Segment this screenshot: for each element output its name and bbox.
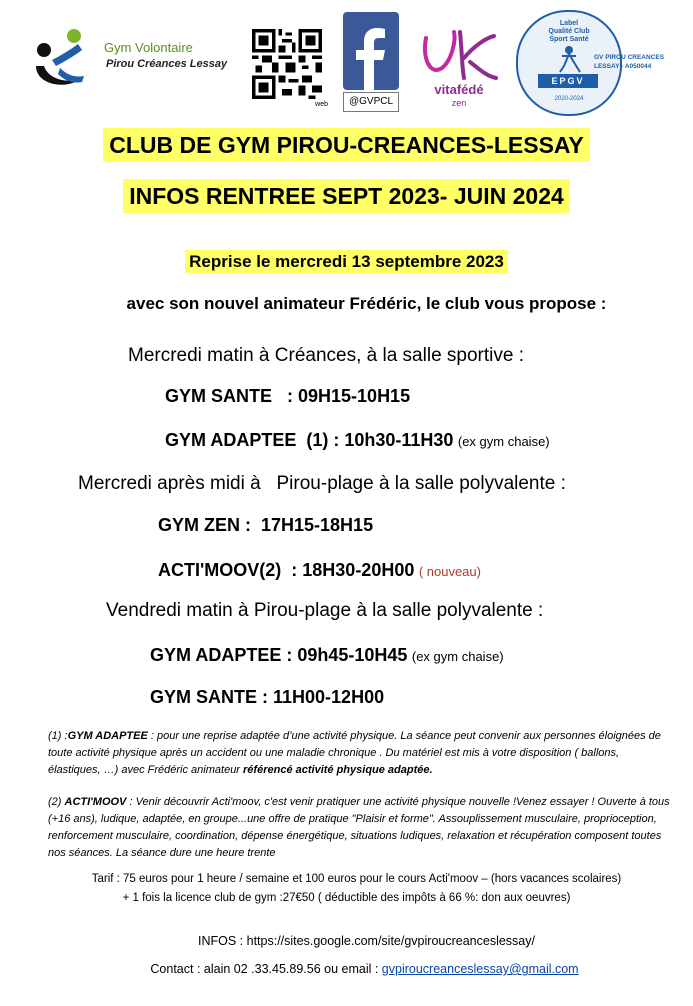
tarif-line1: Tarif : 75 euros pour 1 heure / semaine et 100 euros pour le cours Acti'moov – (hors vacances scolaires) — [91, 873, 622, 885]
qr-code-icon — [252, 29, 322, 99]
footnote-2-prefix: (2) — [48, 796, 65, 808]
footnote-1 — [48, 728, 668, 779]
footnote-2-text: : Venir découvrir Acti'moov, c'est venir pratiquer une activité physique nouvelle !Venez essayer ! Ouverte à tous (+16 ans), ludique, adaptée, en groupe...une offre de pratique "Plaisir et forme". Assouplissement musculaire, proprioception, renforcement musculaire, coordination, dépense énergétique, situations ludiques, relaxation et récupération composent toutes nos séances. La séance dure une heure trente — [48, 796, 670, 859]
infos-url[interactable]: INFOS : https://sites.google.com/site/gvpiroucreanceslessay/ — [198, 934, 535, 948]
vendredi-matin-heading: Vendredi matin à Pirou-plage à la salle polyvalente : — [106, 600, 544, 621]
gym-adaptee-2-note: (ex gym chaise) — [411, 649, 504, 664]
tarif-line2: + 1 fois la licence club de gym :27€50 ( déductible des impôts à 66 %: don aux oeuvres) — [122, 892, 571, 904]
label-top1: Label — [559, 20, 579, 27]
gym-adaptee-2: GYM ADAPTEE : 09h45-10H45 — [150, 645, 408, 665]
vitafede-name: vitafédé — [434, 82, 484, 97]
footnote-2-term: ACTI'MOOV — [64, 796, 127, 808]
reprise-date: Reprise le mercredi 13 septembre 2023 — [185, 250, 508, 273]
facebook-logo[interactable] — [343, 12, 399, 112]
actimoov-note: ( nouveau) — [418, 564, 481, 579]
mercredi-apm-heading: Mercredi après midi à Pirou-plage à la salle polyvalente : — [78, 473, 566, 494]
title-block — [0, 132, 693, 159]
footnote-1-prefix: (1) : — [48, 730, 68, 742]
vitafede-logo — [414, 28, 504, 112]
title-line2: INFOS RENTREE SEPT 2023- JUIN 2024 — [123, 179, 570, 213]
gym-logo-name: Gym Volontaire — [104, 40, 193, 55]
reprise-row — [0, 252, 693, 272]
label-top2: Qualité Club — [548, 28, 590, 35]
gym-sante-1: GYM SANTE : 09H15-10H15 — [165, 386, 411, 406]
label-qualite-club — [516, 10, 676, 114]
label-side1: GV PIROU CREANCES — [594, 54, 665, 61]
qr-code[interactable] — [252, 29, 328, 108]
gym-figure-icon — [30, 26, 100, 92]
contact-row — [0, 962, 693, 976]
label-center: EPGV — [538, 74, 598, 88]
label-side2: LESSAY - A050044 — [594, 63, 652, 70]
footnote-1-term: GYM ADAPTEE — [67, 730, 148, 742]
footnote-2 — [48, 794, 670, 862]
facebook-handle: @GVPCL — [343, 92, 399, 112]
animateur-line: avec son nouvel animateur Frédéric, le club vous propose : — [126, 294, 607, 313]
mercredi-matin-heading: Mercredi matin à Créances, à la salle sportive : — [128, 345, 524, 366]
title-line1: CLUB DE GYM PIROU-CREANCES-LESSAY — [103, 128, 590, 162]
contact-prefix: Contact : alain 02 .33.45.89.56 ou email : — [150, 962, 382, 976]
label-bottom: 2020-2024 — [554, 96, 584, 102]
qr-caption: web — [315, 101, 328, 108]
gym-adaptee-1-row — [165, 430, 550, 451]
label-top3: Sport Santé — [549, 36, 589, 43]
actimoov-row — [158, 560, 481, 581]
actimoov: ACTI'MOOV(2) : 18H30-20H00 — [158, 560, 415, 580]
gym-adaptee-1: GYM ADAPTEE (1) : 10h30-11H30 — [165, 430, 454, 450]
footnote-1-bold: référencé activité physique adaptée. — [243, 764, 433, 776]
footnote-1-text: : pour une reprise adaptée d’une activité physique. La séance peut convenir aux personnes éloignées de toute activité physique après un accident ou une maladie chronique . Du matériel est mis à votre disposition ( ballons, élastiques, …) avec Frédéric animateur — [48, 730, 661, 776]
facebook-icon — [343, 12, 399, 90]
gym-volontaire-logo — [30, 26, 245, 96]
contact-email-link[interactable]: gvpiroucreanceslessay@gmail.com — [381, 962, 579, 976]
vitafede-sub: zen — [451, 98, 467, 108]
gym-adaptee-1-note: (ex gym chaise) — [457, 434, 550, 449]
gym-adaptee-2-row — [150, 645, 504, 666]
vitafede-vk-icon — [414, 28, 504, 84]
title-block-2 — [0, 183, 693, 210]
gym-zen: GYM ZEN : 17H15-18H15 — [158, 515, 374, 535]
gym-sante-2: GYM SANTE : 11H00-12H00 — [150, 687, 385, 707]
gym-logo-location: Pirou Créances Lessay — [106, 58, 228, 70]
